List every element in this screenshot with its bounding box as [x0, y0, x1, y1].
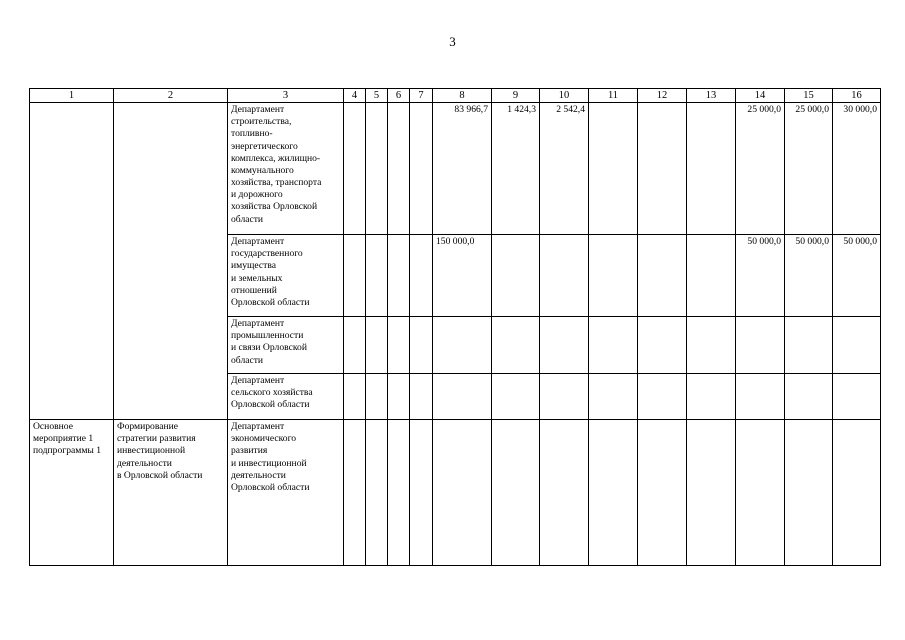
cell-16 — [833, 317, 881, 374]
executor-cell: Департамент строительства, топливно- энергетического комплекса, жилищно- коммунального хозяйства, транспорта и дорожного хозяйства Орловской области — [228, 103, 344, 235]
cell-7 — [410, 374, 433, 420]
header-cell: 1 — [30, 89, 114, 103]
cell-4 — [344, 420, 366, 566]
cell-4 — [344, 103, 366, 235]
header-cell: 4 — [344, 89, 366, 103]
cell-13 — [687, 317, 736, 374]
cell-5 — [366, 317, 388, 374]
table-row — [30, 103, 881, 235]
header-cell: 8 — [433, 89, 492, 103]
cell-4 — [344, 374, 366, 420]
cell-6 — [388, 235, 410, 317]
executor-cell: Департамент государственного имущества и земельных отношений Орловской области — [228, 235, 344, 317]
header-cell: 16 — [833, 89, 881, 103]
header-cell: 11 — [589, 89, 638, 103]
program-table — [29, 88, 881, 566]
executor-cell: Департамент сельского хозяйства Орловской области — [228, 374, 344, 420]
cell-10 — [540, 420, 589, 566]
cell-15 — [785, 374, 833, 420]
cell-6 — [388, 374, 410, 420]
cell-16 — [833, 420, 881, 566]
header-cell: 13 — [687, 89, 736, 103]
cell-13 — [687, 420, 736, 566]
cell-16: 50 000,0 — [833, 235, 881, 317]
cell-6 — [388, 317, 410, 374]
cell-6 — [388, 103, 410, 235]
executor-cell: Департамент промышленности и связи Орловской области — [228, 317, 344, 374]
header-cell: 3 — [228, 89, 344, 103]
description-cell — [114, 103, 228, 420]
cell-8 — [433, 420, 492, 566]
cell-9 — [492, 420, 540, 566]
cell-13 — [687, 103, 736, 235]
cell-11 — [589, 317, 638, 374]
header-cell: 15 — [785, 89, 833, 103]
cell-5 — [366, 374, 388, 420]
cell-12 — [638, 235, 687, 317]
cell-8: 150 000,0 — [433, 235, 492, 317]
measure-cell: Основное мероприятие 1 подпрограммы 1 — [30, 420, 114, 566]
cell-10 — [540, 374, 589, 420]
cell-14: 25 000,0 — [736, 103, 785, 235]
header-cell: 12 — [638, 89, 687, 103]
cell-14 — [736, 317, 785, 374]
cell-14 — [736, 374, 785, 420]
cell-11 — [589, 103, 638, 235]
cell-11 — [589, 374, 638, 420]
header-cell: 5 — [366, 89, 388, 103]
cell-15: 25 000,0 — [785, 103, 833, 235]
measure-cell — [30, 103, 114, 420]
cell-7 — [410, 420, 433, 566]
cell-16: 30 000,0 — [833, 103, 881, 235]
cell-12 — [638, 374, 687, 420]
cell-13 — [687, 374, 736, 420]
cell-7 — [410, 317, 433, 374]
cell-5 — [366, 103, 388, 235]
cell-15 — [785, 420, 833, 566]
cell-8 — [433, 374, 492, 420]
cell-14 — [736, 420, 785, 566]
table-row — [30, 420, 881, 566]
cell-14: 50 000,0 — [736, 235, 785, 317]
cell-7 — [410, 235, 433, 317]
cell-7 — [410, 103, 433, 235]
cell-4 — [344, 235, 366, 317]
header-cell: 2 — [114, 89, 228, 103]
header-cell: 10 — [540, 89, 589, 103]
cell-12 — [638, 103, 687, 235]
cell-10 — [540, 235, 589, 317]
cell-15: 50 000,0 — [785, 235, 833, 317]
cell-4 — [344, 317, 366, 374]
cell-12 — [638, 317, 687, 374]
cell-8: 83 966,7 — [433, 103, 492, 235]
cell-12 — [638, 420, 687, 566]
cell-9 — [492, 317, 540, 374]
cell-10: 2 542,4 — [540, 103, 589, 235]
cell-9: 1 424,3 — [492, 103, 540, 235]
cell-5 — [366, 235, 388, 317]
cell-6 — [388, 420, 410, 566]
cell-8 — [433, 317, 492, 374]
cell-5 — [366, 420, 388, 566]
header-cell: 6 — [388, 89, 410, 103]
page-number: 3 — [449, 34, 456, 49]
header-row — [30, 89, 881, 103]
description-cell: Формирование стратегии развития инвестиционной деятельности в Орловской области — [114, 420, 228, 566]
cell-10 — [540, 317, 589, 374]
header-cell: 7 — [410, 89, 433, 103]
executor-cell: Департамент экономического развития и инвестиционной деятельности Орловской области — [228, 420, 344, 566]
header-cell: 9 — [492, 89, 540, 103]
header-cell: 14 — [736, 89, 785, 103]
cell-11 — [589, 235, 638, 317]
cell-9 — [492, 235, 540, 317]
cell-13 — [687, 235, 736, 317]
cell-15 — [785, 317, 833, 374]
cell-16 — [833, 374, 881, 420]
cell-11 — [589, 420, 638, 566]
cell-9 — [492, 374, 540, 420]
